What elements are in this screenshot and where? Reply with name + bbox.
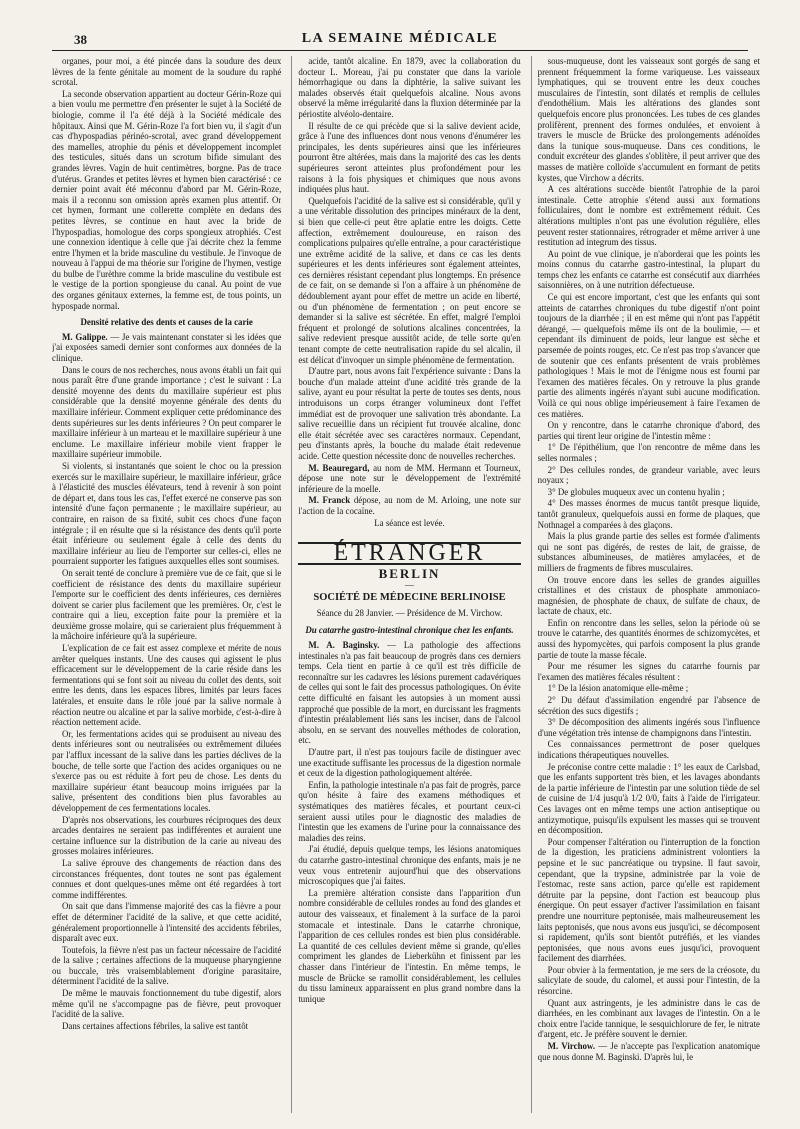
paragraph: On serait tenté de conclure à première vue de ce fait, que si le coefficient de résistance des dents du maxillaire supérieur l'emporte sur le coefficient des dents inférieures, ces dernières doivent se carier plus facilement que les premières. Or, c'est le contraire qui a lieu, exception faite pour la première et la deuxième grosse molaire, qui se carieraient plus fréquemment à la mâchoire inférieure qu'à la supérieure. xyxy=(52,567,282,642)
speaker-text: — Je vais maintenant constater si les idées que j'ai exposées samedi dernier sont conformes aux données de la clinique. xyxy=(52,331,282,364)
column-3 xyxy=(531,56,760,1113)
paragraph: De même le mauvais fonctionnement du tube digestif, alors même qu'il ne s'accompagne pas de fièvre, peut provoquer l'acidité de la salive. xyxy=(52,988,282,1020)
paragraph: La seconde observation appartient au docteur Gérin-Roze qui a bien voulu me permettre d'en présenter le sujet à la Société de biologie, comme il l'a été déjà à la Société médicale des hôpitaux. Ainsi que M. Gérin-Roze l'a fort bien vu, il s'agit d'un cas d'hypospadias périnéo-scrotal, avec grand développement des mamelles, atrophie du pénis et développement incomplet des testicules, situés dans un scrotum bifide simulant des grandes lèvres. Vagin de huit centimètres, borgne. Pas de trace d'utérus. Grandes et petites lèvres et hymen bien caractérisé : ce dernier point avait été méconnu d'abord par M. Gérin-Roze, mais il a reconnu son omission après examen plus attentif. Or cet hymen, formant une collerette complète en dedans des petites lèvres, se continue en haut avec la bride de l'hypospadias, homologue des corps spongieux atrophiés. C'est une connexion identique à celle que j'ai décrite chez la femme entre l'hymen et la bride masculine du vestibule. Je l'invoque de nouveau à l'appui de ma théorie sur l'origine de l'hymen, vestige du bulbe de l'urèthre comme la bride masculine du vestibule est le vestige de la portion spongieuse du canal. Au point de vue des organes génitaux externes, la femme est, de tous points, un hypospade normal. xyxy=(52,88,282,311)
section-heading-etranger: ÉTRANGER xyxy=(298,542,520,565)
list-item: 2° Du défaut d'assimilation engendré par l'absence de sécrétion des sucs digestifs ; xyxy=(537,695,760,716)
paragraph: Quant aux astringents, je les administre dans le cas de diarrhées, en les combinant aux lavages de l'intestin. On a le choix entre l'acide tannique, le sesquichlorure de fer, le nitrate d'argent, etc. Je préfère souvent le dernier. xyxy=(537,997,760,1040)
session-info: Séance du 28 Janvier. — Présidence de M. Virchow. xyxy=(316,607,503,618)
speaker-name: M. Franck xyxy=(308,495,351,506)
paragraph: Dans le cours de nos recherches, nous avons établi un fait qui nous paraît être d'une grande importance ; c'est le suivant : La densité moyenne des dents du maxillaire supérieur est plus considérable que la densité moyenne générale des dents du maxillaire inférieur. Comment expliquer cette prédominance des dents supérieures sur les dents inférieures ? On peut comparer le maxillaire inférieur à un marteau et le maxillaire supérieur à une enclume. Le maxillaire inférieur mobile vient frapper le maxillaire supérieur immobile. xyxy=(52,364,282,460)
paragraph: A ces altérations succède bientôt l'atrophie de la paroi intestinale. Cette atrophie s'étend aussi aux formations folliculaires, dont le nombre est extrêmement réduit. Ces altérations multiples n'ont pas une évolution régulière, elles peuvent rester stationnaires, rétrograder et même arriver à une restitution ad integrum des tissus. xyxy=(537,184,760,248)
paragraph: Je préconise contre cette maladie : 1° les eaux de Carlsbad, que les enfants supportent très bien, et les lavages abondants de la partie inférieure de l'intestin par une solution tiède de sel de cuisine de 1/4 jusqu'à 1/2 0/0, faits à l'aide de l'irrigateur. Ces lavages ont en même temps une action antiseptique ou antizymotique, puisqu'ils expulsent les masses qui se trouvent en décomposition. xyxy=(537,761,760,836)
section-title: Densité relative des dents et causes de la carie xyxy=(80,317,253,328)
paragraph: La salive éprouve des changements de réaction dans des circonstances fréquentes, dont toutes ne sont pas également connues et dont quelques-unes même ont été regardées à tort comme indifférentes. xyxy=(52,857,282,900)
paragraph xyxy=(538,1041,760,1062)
list-item: 4° Des masses énormes de mucus tantôt presque liquide, tantôt granuleux, quelquefois aussi en forme de plaques, que Nothnagel a comparées à des glaçons. xyxy=(537,498,760,530)
speaker-text: au nom de MM. Hermann et Tourneux, dépose une note sur le développement de l'extrémité inférieure de la moelle. xyxy=(298,462,521,494)
paragraph: L'explication de ce fait est assez complexe et mérite de nous arrêter quelques instants. Une des causes qui agissent le plus efficacement sur le développement de la carie réside dans les fermentations qui se font soit au niveau du collet des dents, soit entre les dents, dans les espaces libres, limités par leurs faces latérales, et ensuite dans le rôle joué par la salive normale à réaction neutre ou alcaline et par la salive morbide, c'est-à-dire à réaction nettement acide. xyxy=(52,643,282,728)
paragraph: D'après nos observations, les courbures réciproques des deux arcades dentaires ne seraient pas indifférentes et auraient une certaine influence sur la distribution de la carie au niveau des grosses molaires inférieures. xyxy=(52,814,282,857)
paragraph: Ces connaissances permettront de poser quelques indications thérapeutiques nouvelles. xyxy=(537,739,760,760)
paragraph: On trouve encore dans les selles de grandes aiguilles cristallines et des cristaux de phosphate ammoniaco-magnésien, de phosphate de chaux, de sulfate de chaux, de lactate de chaux, etc. xyxy=(537,574,760,617)
list-item: 1° De l'épithélium, que l'on rencontre de même dans les selles normales ; xyxy=(537,442,760,463)
city-heading: BERLIN xyxy=(378,565,441,581)
paragraph: Pour compenser l'altération ou l'interruption de la fonction de la digestion, les praticiens administrent volontiers la pepsine et le suc pancréatique ou trypsine. Il faut savoir, cependant, que la trypsine, administrée par la voie de l'estomac, reste sans action, parce qu'elle est rapidement détruite par la pepsine, dont l'action est beaucoup plus énergique. On peut essayer d'activer l'assimilation en faisant prendre une nourriture peptonisée, mais malheureusement les laits peptonisés, que nous avons eus jusqu'ici, se décomposent si rapidement, qu'ils sont bientôt putréfiés, et les viandes peptonisées, que nous avons eues jusqu'ici, provoquent facilement des diarrhées. xyxy=(537,836,760,964)
column-1 xyxy=(52,56,281,1113)
list-item: 3° De globules muqueux avec un contenu hyalin ; xyxy=(547,486,725,497)
speaker-text: — Je n'accepte pas l'explication anatomique que nous donne M. Baginski. D'après lui, le xyxy=(537,1041,760,1062)
paragraph xyxy=(298,495,520,516)
paragraph xyxy=(298,640,520,746)
page-header xyxy=(52,28,748,51)
paragraph: Si violents, si instantanés que soient le choc ou la pression exercés sur le maxillaire supérieur, le maxillaire inférieur, grâce à l'élasticité des muscles élévateurs, tend à revenir à son point de départ et, dans tous les cas, l'effet exercé ne conserve pas son intensité d'une façon permanente ; le maxillaire supérieur, au contraire, en raison de sa fixité, subit ces chocs d'une façon intégrale ; il en résulte que si la résistance des dents qu'il porte était inférieure ou seulement égale à celle des dents du maxillaire inférieur au lieu de l'emporter sur celles-ci, elles ne pourraient supporter les fatigues auxquelles elles sont soumises. xyxy=(52,460,282,567)
paragraph: Mais la plus grande partie des selles est formée d'aliments qui ne sont pas digérés, de restes de lait, de graisse, de substances albumineuses, de matières amylacées, et de milliers de fragments de fibres musculaires. xyxy=(537,531,760,573)
speaker-name: M. Beauregard, xyxy=(308,462,370,473)
paragraph xyxy=(52,332,281,364)
paragraph: Ce qui est encore important, c'est que les enfants qui sont atteints de catarrhes chroniques du tube digestif n'ont point toujours de la diarrhée ; il en est même qui n'ont pas l'appétit dérangé, — quelquefois même ils ont de la boulimie, — et cependant ils diminuent de poids, leur langue est sèche et parsemée de points rouges, etc. Ce n'est pas trop s'avancer que de soutenir que ces enfants présentent de vrais problèmes pathologiques ! Mais le mot de l'énigme nous est fourni par l'examen des matières fécales. On y retrouve la plus grande partie des aliments ingérés n'ayant subi aucune modification. Voilà ce qui nous oblige impérieusement à faire l'examen de ces matières. xyxy=(537,292,760,419)
list-item: 3° De décomposition des aliments ingérés sous l'influence d'une végétation très intense de champignons dans l'intestin. xyxy=(537,717,760,738)
paragraph: acide, tantôt alcaline. En 1879, avec la collaboration du docteur L. Moreau, j'ai pu constater que dans la variole hémorrhagique ou dans la diphtérie, la salive suivant les malades observés était quelquefois alcaline. Nous avons observé la même irrégularité dans la fluxion déterminée par la périostite alvéolo-dentaire. xyxy=(298,56,521,119)
paragraph: Pour me résumer les signes du catarrhe fournis par l'examen des matières fécales résultent : xyxy=(537,661,760,682)
society-heading: SOCIÉTÉ DE MÉDECINE BERLINOISE xyxy=(313,592,506,604)
session-closing: La séance est levée. xyxy=(374,517,445,528)
paragraph: On sait que dans l'immense majorité des cas la fièvre a pour effet de déterminer l'acidité de la salive, et que cette acidité, généralement proportionnelle à l'intensité des accidents fébriles, disparaît avec eux. xyxy=(52,901,282,944)
paragraph: Toutefois, la fièvre n'est pas un facteur nécessaire de l'acidité de la salive ; certaines affections de la muqueuse pharyngienne ou buccale, très vraisemblablement d'origine parasitaire, déterminent l'acidité de la salive. xyxy=(52,944,282,987)
page-number: 38 xyxy=(74,32,87,47)
paragraph: D'autre part, nous avons fait l'expérience suivante : Dans la bouche d'un malade atteint d'une acidité très grande de la salive, ayant eu pour résultat la perte de toutes ses dents, nous introduisons un corps étranger volumineux dont l'effet immédiat est de provoquer une salivation très abondante. La salive recueillie dans un récipient fut trouvée alcaline, donc elle était sécrétée avec ses caractères normaux. Cependant, peu d'instants après, la bouche du malade était redevenue acide. Cette question nécessite donc de nouvelles recherches. xyxy=(298,366,521,461)
paragraph: Dans certaines affections fébriles, la salive est tantôt xyxy=(62,1020,249,1031)
paragraph: Quelquefois l'acidité de la salive est si considérable, qu'il y a une véritable dissolution des principes minéraux de la dent, si bien que celle-ci peut être aplatie entre les doigts. Cette affection, extrêmement douloureuse, en raison des complications pulpaires qu'elle entraîne, a pour caractéristique une extrême acidité de la salive, et dans ce cas les dents supérieures et les dents inférieures sont également atteintes, ces dernières résistant cependant plus longtemps. En présence de ce fait, on se demande si l'on a affaire à un phénomène de dédoublement ayant pour effet de mettre un acide en liberté, ou d'un phénomène de fermentation ; on peut encore se demander si la salive est sécrétée. En effet, malgré l'emploi fréquent et prolongé de solutions alcalines concentrées, la salive redevient presque aussitôt acide, de telle sorte qu'en tenant compte de cette neutralisation rapide du sel alcalin, il est délicat d'invoquer un simple phénomène de fermentation. xyxy=(298,195,521,365)
list-item: 2° Des cellules rondes, de grandeur variable, avec leurs noyaux ; xyxy=(537,464,760,486)
divider-dash: — xyxy=(405,580,414,591)
paragraph: Or, les fermentations acides qui se produisent au niveau des dents inférieures sont ou neutralisées ou extrêmement diluées par l'afflux incessant de la salive dans les parties déclives de la bouche, de telle sorte que l'action des acides organiques ou ne s'exerce pas ou est réduite à fort peu de chose. Les dents du maxillaire supérieur étant beaucoup moins irriguées par la salive, présentent des conditions bien plus favorables au développement de ces fermentations locales. xyxy=(52,728,282,813)
speaker-text: dépose, au nom de M. Arloing, une note sur l'action de la cocaïne. xyxy=(298,495,521,516)
paragraph: organes, pour moi, a été pincée dans la soudure des deux lèvres de la fente génitale au moment de la soudure du raphé scrotal. xyxy=(52,56,282,88)
article-columns xyxy=(52,56,760,1113)
list-item: 1° De la lésion anatomique elle-même ; xyxy=(547,683,689,694)
speaker-name: M. Galippe. xyxy=(62,331,108,342)
column-2 xyxy=(291,56,520,1113)
paragraph: Enfin on rencontre dans les selles, selon la période où se trouve le catarrhe, des quantités énormes de schizomycètes, et aussi des hypomycètes, qui parfois composent la plus grande partie de toute la masse fécale. xyxy=(537,617,760,660)
paragraph: Il résulte de ce qui précède que si la salive devient acide, grâce à l'une des influences dont nous venons d'énumérer les principales, les dents supérieures ainsi que les inférieures pourront être altérées, mais dans la majorité des cas les dents supérieures seront atteintes plus profondément pour les raisons à la fois physiques et chimiques que nous avons indiquées plus haut. xyxy=(298,120,521,195)
paragraph: Enfin, la pathologie intestinale n'a pas fait de progrès, parce qu'on hésite à faire des examens méthodiques et systématiques des matières fécales, et pourtant ceux-ci seraient aussi utiles pour le diagnostic des maladies de l'intestin que les examens de l'urine pour la connaissance des maladies des reins. xyxy=(298,779,521,843)
speaker-name: M. A. Baginsky. xyxy=(308,640,380,651)
paragraph: Au point de vue clinique, je n'aborderai que les points les moins connus du catarrhe gastro-intestinal, la plupart du temps chez les enfants ce catarrhe est consécutif aux diarrhées saisonnières, on à une nutrition défectueuse. xyxy=(537,248,760,291)
paragraph: J'ai étudié, depuis quelque temps, les lésions anatomiques du catarrhe gastro-intestinal chronique des enfants, mais je ne veux vous entretenir aujourd'hui que des observations microscopiques que j'ai faites. xyxy=(298,844,521,887)
paragraph: On y rencontre, dans le catarrhe chronique d'abord, des parties qui tirent leur origine de l'intestin même : xyxy=(537,420,760,441)
journal-title: LA SEMAINE MÉDICALE xyxy=(301,31,499,46)
paragraph: La première altération consiste dans l'apparition d'un nombre considérable de cellules rondes au fond des glandes et autour des vaisseaux, et finalement à la surface de la paroi stomacale et intestinale. Dans le catarrhe chronique, l'apparition de ces cellules rondes est bien plus considérable. La quantité de ces cellules devient même si grande, qu'elles compriment les glandes de Lieberkühn et finissent par les chasser dans l'intérieur de l'intestin. En même temps, le muscle de Brücke se ramollit considérablement, les cellules du tissu lamineux apparaissent en plus grand nombre dans la tunique xyxy=(298,887,521,1004)
paragraph: sous-muqueuse, dont les vaisseaux sont gorgés de sang et prennent fréquemment la forme variqueuse. Les vaisseaux lymphatiques, qui se trouvent entre les deux couches musculaires de l'intestin, sont dilatés et remplis de cellules d'endothélium. Mais les altérations des glandes sont quelquefois encore plus prononcées. Les tubes de ces glandes prolifèrent, prennent des formes ondulées, et envoient à travers le muscle de Brücke des prolongements adénoïdes dans la tunique sous-muqueuse. Dans ces conditions, le conduit excréteur des glandes s'oblitère, il peut arriver que des masses de matière colloïde s'accumulent en formant de petits kystes, que Virchow a décrits. xyxy=(537,56,760,183)
speaker-text: — La pathologie des affections intestinales n'a pas fait beaucoup de progrès dans ces derniers temps. Cela tient en partie à ce qu'il est très difficile de reconnaître sur les cadavres les lésions purement cadavériques de celles qui sont le fait des processus pathologiques. On évite cette difficulté en faisant les autopsies à un moment aussi rapproché que possible de la mort, en durcissant les fragments d'intestin préalablement liés sans les inciser, dans de l'alcool absolu, en se servant des nouvelles méthodes de coloration, etc. xyxy=(298,640,521,746)
article-subtitle: Du catarrhe gastro-intestinal chronique chez les enfants. xyxy=(305,624,514,635)
paragraph xyxy=(298,463,520,495)
speaker-name: M. Virchow. xyxy=(547,1041,596,1052)
paragraph: D'autre part, il n'est pas toujours facile de distinguer avec une exactitude suffisante les processus de la digestion normale et ceux de la digestion pathologiquement altérée. xyxy=(298,747,521,779)
paragraph: Pour obvier à la fermentation, je me sers de la créosote, du salicylate de soude, du calomel, et aussi pour l'intestin, de la résorcine. xyxy=(537,964,760,997)
